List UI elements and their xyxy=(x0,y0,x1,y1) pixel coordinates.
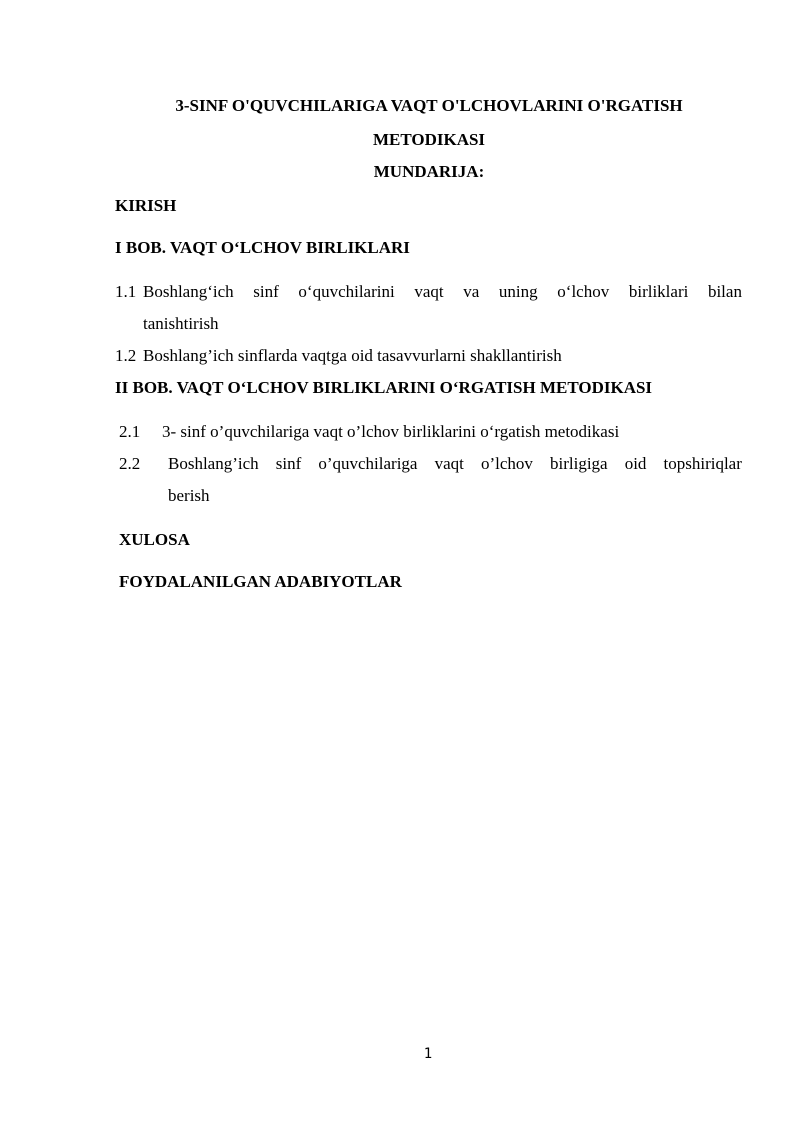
document-title-line1: 3-SINF O'QUVCHILARIGA VAQT O'LCHOVLARINI O'RGATISH xyxy=(175,96,683,115)
toc-section-2-2-line1 xyxy=(168,454,742,474)
toc-section-1-1-word: vaqt xyxy=(414,282,444,301)
toc-chapter1-heading: I BOB. VAQT O‘LCHOV BIRLIKLARI xyxy=(115,238,410,257)
toc-chapter2-heading: II BOB. VAQT O‘LCHOV BIRLIKLARINI O‘RGATISH METODIKASI xyxy=(115,378,653,397)
toc-section-1-2-number: 1.2 xyxy=(115,346,137,365)
toc-section-2-2-word: sinf xyxy=(275,454,302,473)
page-number: 1 xyxy=(423,1046,433,1062)
toc-section-1-1-word: Boshlang‘ich xyxy=(143,282,234,301)
toc-section-1-1-word: o‘quvchilarini xyxy=(298,282,395,301)
toc-section-2-2-word: oid xyxy=(624,454,647,473)
toc-section-2-2-word: topshiriqlar xyxy=(663,454,742,473)
toc-section-2-2-word: vaqt xyxy=(434,454,464,473)
toc-section-1-1-word: va xyxy=(463,282,480,301)
toc-section-2-2-word: birligiga xyxy=(549,454,608,473)
toc-section-2-2-word: o’quvchilariga xyxy=(318,454,418,473)
toc-section-2-2-line2: berish xyxy=(168,486,210,505)
toc-intro: KIRISH xyxy=(115,196,177,215)
toc-section-1-2-text: Boshlang’ich sinflarda vaqtga oid tasavvurlarni shakllantirish xyxy=(143,346,562,365)
toc-section-2-2-word: Boshlang’ich xyxy=(168,454,259,473)
toc-section-1-1-word: sinf xyxy=(253,282,279,301)
toc-section-2-1-number: 2.1 xyxy=(119,422,141,441)
toc-section-2-2-word: o’lchov xyxy=(480,454,533,473)
toc-section-1-1-word: birliklari xyxy=(628,282,689,301)
toc-section-2-2-number: 2.2 xyxy=(119,454,141,473)
toc-section-1-1-word: bilan xyxy=(707,282,742,301)
toc-references: FOYDALANILGAN ADABIYOTLAR xyxy=(119,572,402,591)
contents-heading: MUNDARIJA: xyxy=(373,162,485,181)
toc-section-1-1-line1 xyxy=(143,282,742,302)
toc-section-1-1-word: o‘lchov xyxy=(557,282,610,301)
document-title-line2: METODIKASI xyxy=(372,130,486,149)
toc-section-1-1-number: 1.1 xyxy=(115,282,137,301)
toc-section-1-1-line2: tanishtirish xyxy=(143,314,219,333)
toc-section-2-1-text: 3- sinf o’quvchilariga vaqt o’lchov birliklarini o‘rgatish metodikasi xyxy=(162,422,620,441)
toc-conclusion: XULOSA xyxy=(119,530,190,549)
toc-section-1-1-word: uning xyxy=(498,282,538,301)
